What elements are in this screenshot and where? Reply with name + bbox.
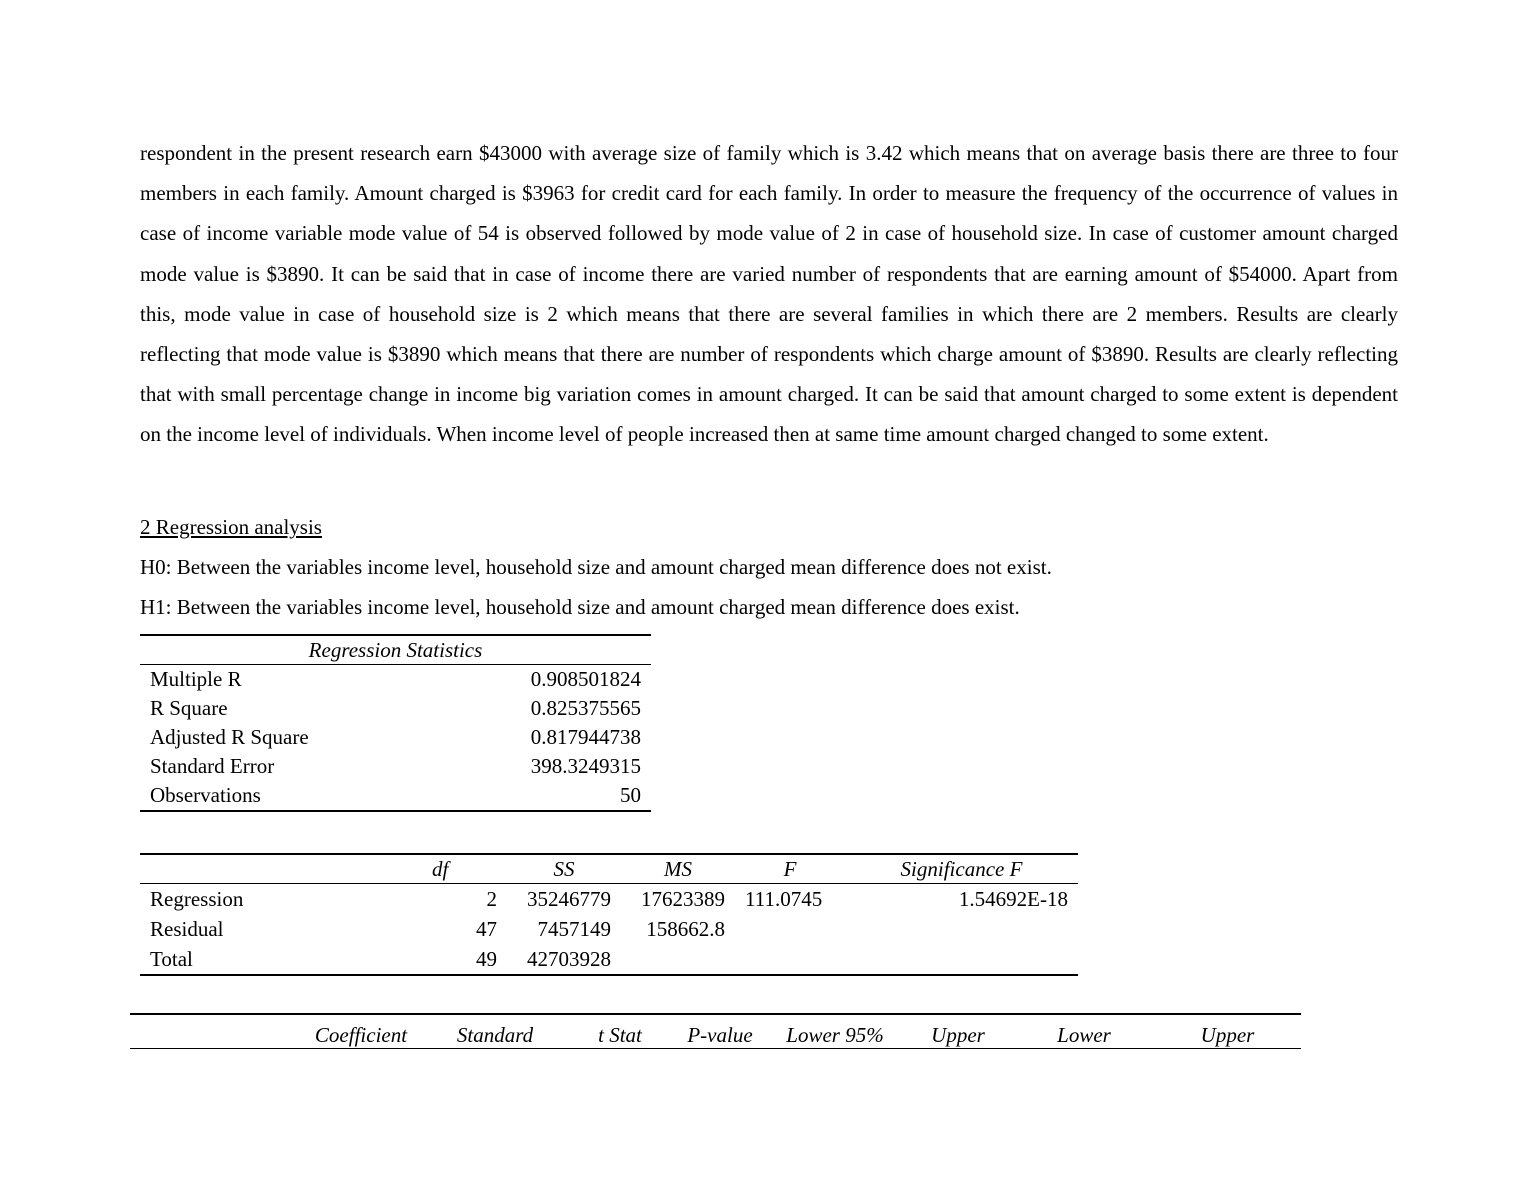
stat-label: Standard Error <box>150 754 275 778</box>
stat-value: 0.817944738 <box>530 725 641 749</box>
stat-label: Multiple R <box>150 667 242 691</box>
coef-header-upper: Upper <box>902 1014 1014 1049</box>
table-row <box>140 752 651 781</box>
stat-value: 0.825375565 <box>530 696 641 720</box>
coef-header-lower-95: Lower 95% <box>768 1014 902 1049</box>
coef-header-upper-2: Upper <box>1154 1014 1301 1049</box>
coefficients-table <box>130 1013 1301 1049</box>
anova-header-f: F <box>735 854 845 884</box>
coef-header-coefficient: Coefficient <box>300 1014 422 1049</box>
anova-header-significance-f: Significance F <box>845 854 1078 884</box>
stat-label: R Square <box>150 696 228 720</box>
anova-ms: 17623389 <box>641 886 725 911</box>
body-paragraph: respondent in the present research earn $43000 with average size of family which is 3.42 which means that on average basis there are three to four members in each family. Amount charged is $3963 for credit card for each family. In order to measure the frequency of the occurrence of values in case of income variable mode value of 54 is observed followed by mode value of 2 in case of household size. In case of customer amount charged mode value is $3890. It can be said that in case of income there are varied number of respondents that are earning amount of $54000. Apart from this, mode value in case of household size is 2 which means that there are several families in which there are 2 members. Results are clearly reflecting that mode value is $3890 which means that there are number of respondents which charge amount of $3890. Results are clearly reflecting that with small percentage change in income big variation comes in amount charged. It can be said that amount charged to some extent is dependent on the income level of individuals. When income level of people increased then at same time amount charged changed to some extent. <box>140 141 1398 447</box>
anova-header-ms: MS <box>621 854 735 884</box>
anova-ss: 7457149 <box>537 916 611 941</box>
table-row <box>140 914 1078 944</box>
coef-header-empty <box>130 1014 300 1049</box>
anova-label: Residual <box>150 916 224 941</box>
stat-label: Observations <box>140 781 436 811</box>
anova-label: Regression <box>150 886 244 911</box>
table-row <box>140 781 651 811</box>
table-row <box>140 665 651 695</box>
coef-header-lower: Lower <box>1014 1014 1154 1049</box>
stat-label: Adjusted R Square <box>150 725 309 749</box>
anova-sig <box>845 944 1078 975</box>
anova-f <box>735 914 845 944</box>
regression-statistics-title: Regression Statistics <box>140 635 651 665</box>
anova-f: 111.0745 <box>745 886 823 911</box>
stat-value: 0.908501824 <box>530 667 641 691</box>
stat-value: 398.3249315 <box>530 754 641 778</box>
table-row <box>140 723 651 752</box>
regression-statistics-table <box>140 634 651 812</box>
coef-header-t-stat: t Stat <box>568 1014 672 1049</box>
coef-header-p-value: P-value <box>672 1014 768 1049</box>
anova-ms: 158662.8 <box>646 916 725 941</box>
anova-df: 2 <box>486 886 497 911</box>
coef-header-standard: Standard <box>422 1014 568 1049</box>
table-row <box>140 944 1078 975</box>
anova-header-ss: SS <box>507 854 621 884</box>
anova-f <box>735 944 845 975</box>
anova-ss: 35246779 <box>527 886 611 911</box>
table-row <box>140 884 1078 915</box>
section-heading: 2 Regression analysis <box>140 515 322 539</box>
anova-df: 49 <box>430 944 507 975</box>
anova-table <box>140 853 1078 976</box>
anova-df: 47 <box>476 916 497 941</box>
stat-value: 50 <box>436 781 651 811</box>
hypothesis-h0: H0: Between the variables income level, household size and amount charged mean difference does not exist. <box>140 555 1052 579</box>
anova-sig <box>845 914 1078 944</box>
anova-header-df: df <box>430 854 507 884</box>
anova-ms <box>621 944 735 975</box>
table-row <box>140 694 651 723</box>
hypothesis-h1: H1: Between the variables income level, household size and amount charged mean difference does exist. <box>140 595 1020 619</box>
anova-header-empty <box>140 854 430 884</box>
anova-ss: 42703928 <box>507 944 621 975</box>
anova-sig: 1.54692E-18 <box>958 886 1068 911</box>
anova-label: Total <box>140 944 430 975</box>
